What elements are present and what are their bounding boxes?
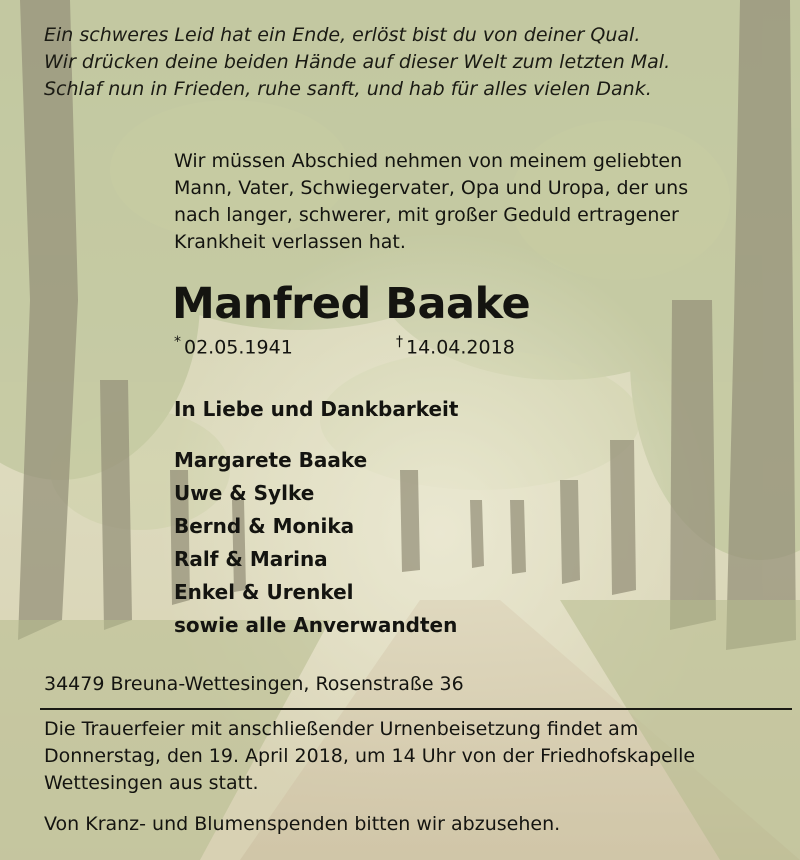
- mourner-name: Uwe & Sylke: [174, 481, 315, 505]
- intro-line: nach langer, schwerer, mit großer Geduld ertragener: [174, 204, 679, 226]
- birth-date-value: 02.05.1941: [184, 336, 293, 359]
- mourner-name: sowie alle Anverwandten: [174, 613, 458, 637]
- mourner-name: Enkel & Urenkel: [174, 580, 354, 604]
- death-date: [396, 330, 515, 359]
- poem-line: Schlaf nun in Frieden, ruhe sanft, und hab für alles vielen Dank.: [44, 78, 652, 100]
- intro-line: Wir müssen Abschied nehmen von meinem geliebten: [174, 150, 683, 172]
- divider: [40, 708, 792, 710]
- mourner-name: Bernd & Monika: [174, 514, 355, 538]
- funeral-info-line: Wettesingen aus statt.: [44, 772, 259, 794]
- intro-line: Krankheit verlassen hat.: [174, 231, 406, 253]
- birth-date: [174, 330, 293, 359]
- donation-note: Von Kranz- und Blumenspenden bitten wir abzusehen.: [44, 813, 561, 835]
- mourners-heading: In Liebe und Dankbarkeit: [174, 397, 459, 421]
- family-address: 34479 Breuna-Wettesingen, Rosenstraße 36: [44, 673, 464, 695]
- death-date-value: 14.04.2018: [406, 336, 515, 359]
- deceased-name: Manfred Baake: [172, 279, 531, 329]
- funeral-info-line: Die Trauerfeier mit anschließender Urnenbeisetzung findet am: [44, 718, 639, 740]
- mourner-name: Ralf & Marina: [174, 547, 328, 571]
- birth-mark: *: [174, 334, 181, 350]
- funeral-info-line: Donnerstag, den 19. April 2018, um 14 Uhr von der Friedhofskapelle: [44, 745, 696, 767]
- intro-line: Mann, Vater, Schwiegervater, Opa und Uropa, der uns: [174, 177, 689, 199]
- poem-line: Ein schweres Leid hat ein Ende, erlöst bist du von deiner Qual.: [44, 24, 641, 46]
- mourner-name: Margarete Baake: [174, 448, 368, 472]
- death-mark: †: [396, 334, 403, 350]
- poem-line: Wir drücken deine beiden Hände auf dieser Welt zum letzten Mal.: [44, 51, 671, 73]
